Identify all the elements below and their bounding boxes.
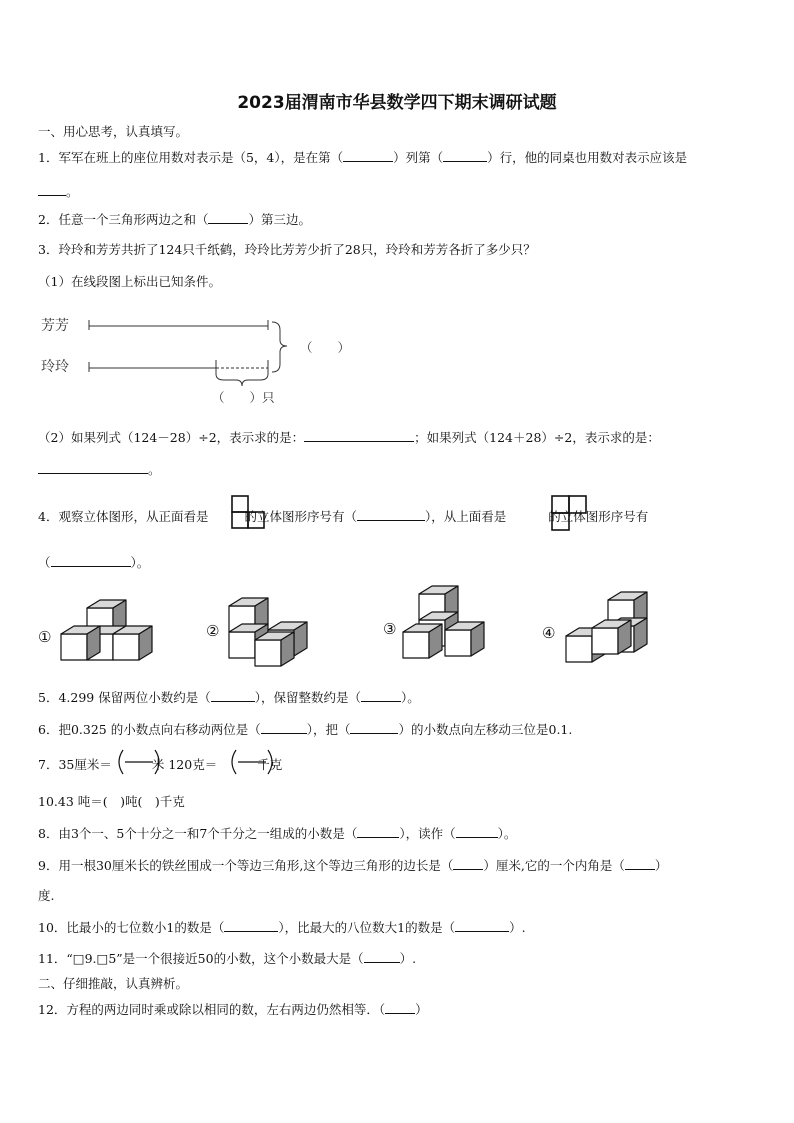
question-1-cont: 。 bbox=[38, 182, 79, 200]
question-4: 4．观察立体图形，从正面看是 的立体图形序号有（ ），从上面看是 的立体图形序号有 bbox=[38, 509, 649, 524]
section-heading-2: 二、仔细推敲，认真辨析。 bbox=[38, 976, 189, 991]
answer-blank[interactable] bbox=[224, 920, 278, 932]
question-3-part-1: （1）在线段图上标出已知条件。 bbox=[38, 274, 221, 289]
question-3-part-2-cont: 。 bbox=[38, 460, 161, 478]
figure-label-4: ④ bbox=[542, 624, 556, 642]
question-9: 9．用一根30厘米长的铁丝围成一个等边三角形,这个等边三角形的边长是（ ）厘米,它的一个内角是（ ） bbox=[38, 858, 668, 873]
question-8: 8．由3个一、5个十分之一和7个千分之一组成的小数是（ ），读作（ ）。 bbox=[38, 826, 517, 841]
section-heading-1: 一、用心思考，认真填写。 bbox=[38, 124, 189, 139]
figure-label-1: ① bbox=[38, 628, 52, 646]
figure-label-2: ② bbox=[206, 622, 220, 640]
segment-label-lingling: 玲玲 bbox=[41, 359, 69, 375]
answer-blank[interactable] bbox=[455, 920, 509, 932]
question-4-cont: （ ）。 bbox=[38, 555, 150, 570]
question-6: 6．把0.325 的小数点向右移动两位是（ ），把（ ）的小数点向左移动三位是0.1. bbox=[38, 722, 573, 737]
question-1: 1．军军在班上的座位用数对表示是（5，4），是在第（ ）列第（ ）行，他的同桌也用数对表示应该是 bbox=[38, 150, 688, 165]
question-10: 10．比最小的七位数小1的数是（ ），比最大的八位数大1的数是（ ）. bbox=[38, 920, 526, 935]
page-title: 2023届渭南市华县数学四下期末调研试题 bbox=[237, 93, 557, 113]
question-11: 11．“□9.□5”是一个很接近50的小数，这个小数最大是（ ）. bbox=[38, 951, 417, 966]
segment-label-fangfang: 芳芳 bbox=[41, 318, 69, 334]
answer-blank[interactable] bbox=[456, 826, 498, 838]
question-5: 5．4.299 保留两位小数约是（ ），保留整数约是（ ）。 bbox=[38, 690, 420, 705]
question-3: 3．玲玲和芳芳共折了124只千纸鹤，玲玲比芳芳少折了28只，玲玲和芳芳各折了多少只？ bbox=[38, 242, 536, 257]
question-2: 2．任意一个三角形两边之和（ ）第三边。 bbox=[38, 212, 311, 227]
figure-label-3: ③ bbox=[383, 620, 397, 638]
question-7-line-2: 10.43 吨＝( )吨( )千克 bbox=[38, 794, 185, 809]
answer-blank[interactable] bbox=[385, 1002, 415, 1014]
question-3-part-2: （2）如果列式（124－28）÷2，表示求的是： ；如果列式（124＋28）÷2，表示求的是： bbox=[38, 430, 660, 445]
answer-blank[interactable] bbox=[364, 951, 400, 963]
question-12: 12．方程的两边同时乘或除以相同的数，左右两边仍然相等．（ ） bbox=[38, 1002, 428, 1017]
answer-blank[interactable] bbox=[625, 858, 655, 870]
answer-blank[interactable] bbox=[453, 858, 483, 870]
answer-blank[interactable] bbox=[357, 826, 399, 838]
brace-answer-difference: （ ）只 bbox=[212, 390, 275, 405]
question-7: 7．35厘米＝ 米 120克＝ 千克 bbox=[38, 757, 283, 772]
brace-answer-total: （ ） bbox=[300, 340, 351, 355]
question-9-cont: 度. bbox=[38, 888, 55, 903]
